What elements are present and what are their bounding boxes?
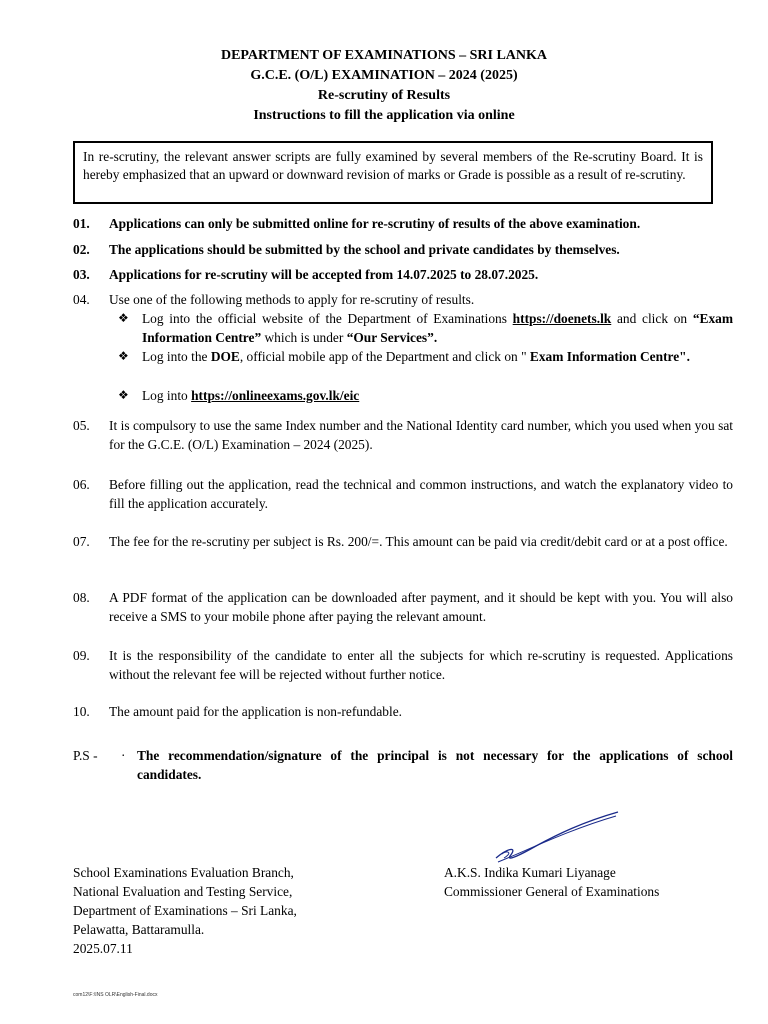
header-line-instructions: Instructions to fill the application via online (253, 108, 515, 123)
diamond-bullet-icon: ❖ (118, 349, 129, 363)
method-text-part: and click on (611, 311, 693, 326)
diamond-bullet-icon: ❖ (118, 388, 129, 402)
item-number: 03. (73, 267, 90, 282)
issuing-office-address (73, 863, 403, 958)
item-text: Before filling out the application, read the technical and common instructions, and watch the explanatory video to fill the application accurately. (109, 477, 733, 511)
item-text: Applications for re-scrutiny will be accepted from 14.07.2025 to 28.07.2025. (109, 267, 539, 282)
signatory-title: Commissioner General of Examinations (444, 884, 660, 899)
document-header (0, 46, 768, 126)
signatory-name: A.K.S. Indika Kumari Liyanage (444, 865, 616, 880)
exam-info-centre-label: Exam Information Centre". (529, 349, 690, 364)
our-services-label: “Our Services”. (346, 330, 438, 345)
item-text: Use one of the following methods to apply for re-scrutiny of results. (109, 292, 475, 307)
diamond-bullet-icon: ❖ (118, 311, 129, 325)
method-text-part: Log into the (142, 349, 211, 364)
item-number: 08. (73, 590, 90, 605)
item-text: The fee for the re-scrutiny per subject is Rs. 200/=. This amount can be paid via credit/debit card or at a post office. (109, 534, 728, 549)
method-text-part: Log into (142, 388, 192, 403)
doenets-link[interactable]: https://doenets.lk (512, 311, 612, 326)
item-text: It is compulsory to use the same Index number and the National Identity card number, which you used when you sat for the G.C.E. (O/L) Examination – 2024 (2025). (109, 418, 733, 452)
item-text: Applications can only be submitted online for re-scrutiny of results of the above examination. (109, 216, 641, 231)
address-line: School Examinations Evaluation Branch, (73, 865, 294, 880)
item-text: It is the responsibility of the candidate to enter all the subjects for which re-scrutiny is requested. Applications without the relevant fee will be rejected without further notice. (109, 648, 733, 682)
item-number: 10. (73, 704, 90, 719)
address-line: National Evaluation and Testing Service, (73, 884, 293, 899)
item-number: 06. (73, 477, 90, 492)
doe-app-label: DOE (210, 349, 240, 364)
item-number: 09. (73, 648, 90, 663)
onlineexams-link[interactable]: https://onlineexams.gov.lk/eic (191, 388, 360, 403)
method-text-part: , official mobile app of the Department and click on " (239, 349, 530, 364)
item-number: 04. (73, 292, 90, 307)
signature-image (488, 808, 628, 868)
item-number: 01. (73, 216, 90, 231)
address-line: Pelawatta, Battaramulla. (73, 922, 205, 937)
method-text (142, 309, 733, 347)
item-number: 02. (73, 242, 90, 257)
method-text-part: which is under (261, 330, 347, 345)
item-number: 07. (73, 534, 90, 549)
method-text-part: Log into the official website of the Department of Examinations (142, 311, 513, 326)
address-line: Department of Examinations – Sri Lanka, (73, 903, 297, 918)
item-text: A PDF format of the application can be downloaded after payment, and it should be kept with you. You will also receive a SMS to your mobile phone after paying the relevant amount. (109, 590, 733, 624)
file-path-note: com12\F:\INS OLR\English-Final.docx (73, 992, 158, 998)
exam-info-centre-label: “Exam Information Centre” (142, 311, 733, 345)
header-line-department: DEPARTMENT OF EXAMINATIONS – SRI LANKA (220, 48, 548, 63)
ps-text: The recommendation/signature of the principal is not necessary for the applications of school candidates. (137, 748, 733, 782)
method-text (142, 347, 733, 366)
item-text: The amount paid for the application is non-refundable. (109, 704, 403, 719)
issue-date: 2025.07.11 (73, 941, 133, 956)
notice-box: In re-scrutiny, the relevant answer scripts are fully examined by several members of the Re-scrutiny Board. It is hereby emphasized that an upward or downward revision of marks or Grade is possible as a result of re-scrutiny. (73, 141, 713, 204)
ps-bullet: · (121, 748, 126, 763)
ps-label: P.S - (73, 748, 98, 763)
item-number: 05. (73, 418, 90, 433)
header-line-rescrutiny: Re-scrutiny of Results (317, 88, 451, 103)
item-text: The applications should be submitted by the school and private candidates by themselves. (109, 242, 620, 257)
method-text (142, 386, 733, 405)
header-line-examination: G.C.E. (O/L) EXAMINATION – 2024 (2025) (250, 68, 518, 83)
signatory-block (444, 863, 744, 901)
